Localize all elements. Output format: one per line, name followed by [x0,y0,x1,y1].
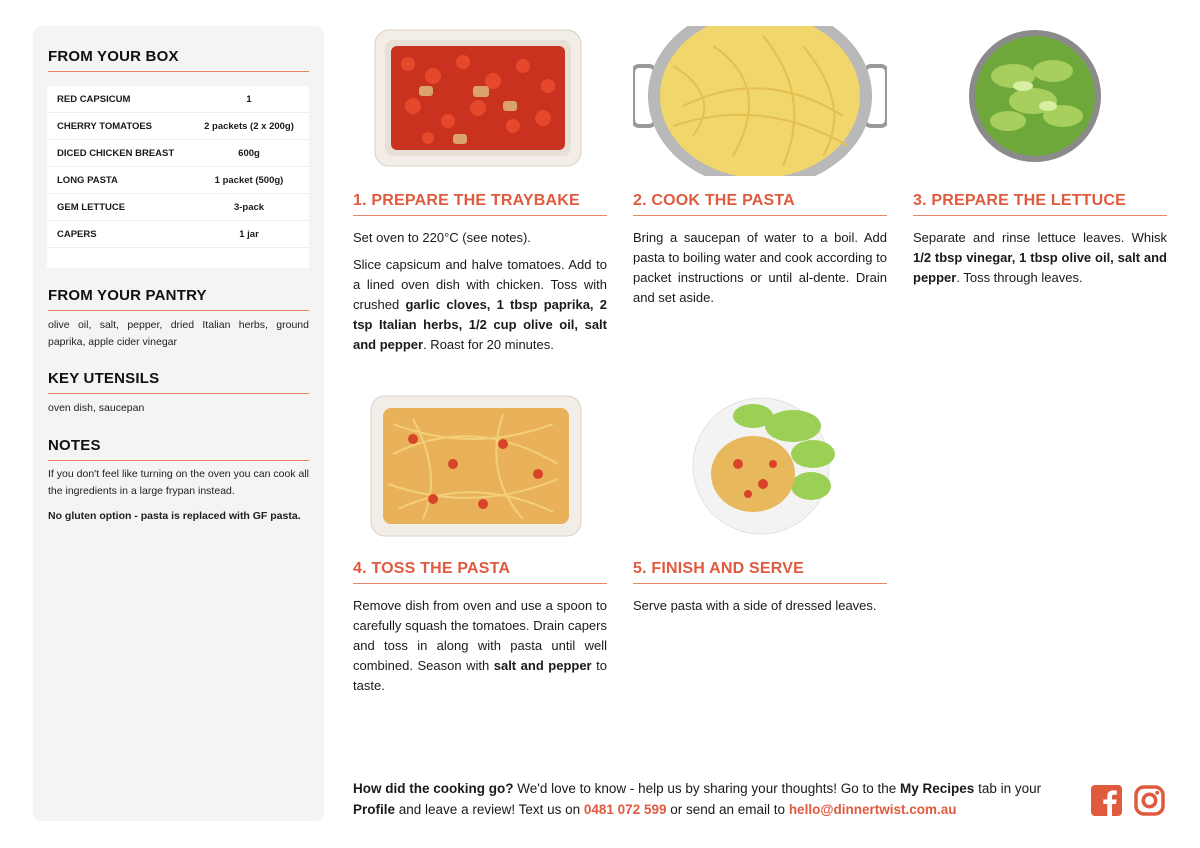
footer-text: We'd love to know - help us by sharing your thoughts! Go to the [513,781,901,796]
step-2-text: Bring a saucepan of water to a boil. Add pasta to boiling water and cook according to packet instructions or until al-dente. Drain and set aside. [633,230,887,305]
ingredients-sidebar [33,26,324,821]
ingredient-name: LONG PASTA [57,174,118,186]
ingredient-name: CHERRY TOMATOES [57,120,153,132]
step-1-title: 1. PREPARE THE TRAYBAKE [353,192,607,216]
ingredient-name: GEM LETTUCE [57,201,126,213]
my-recipes-link[interactable]: My Recipes [900,781,975,796]
pasta-pot-photo [633,26,887,176]
plated-pasta-photo [633,394,887,544]
key-utensils-heading: KEY UTENSILS [48,370,309,394]
ingredient-row [47,140,309,167]
step-1-body [353,228,607,362]
phone-link[interactable]: 0481 072 599 [583,802,667,817]
email-link[interactable]: hello@dinnertwist.com.au [788,802,957,817]
ingredient-qty: 600g [238,147,260,159]
step-2-body [633,228,887,315]
ingredient-qty: 3-pack [233,201,265,213]
notes-gluten-text: No gluten option - pasta is replaced with GF pasta. [48,510,301,522]
step-5 [633,394,887,613]
step-3-title: 3. PREPARE THE LETTUCE [913,192,1167,216]
step-5-body [633,596,887,623]
ingredient-name: DICED CHICKEN BREAST [57,147,175,159]
step-4 [353,394,607,693]
ingredient-row [47,167,309,194]
profile-link[interactable]: Profile [353,802,396,817]
ingredient-name: RED CAPSICUM [57,93,131,105]
from-your-box-heading: FROM YOUR BOX [48,48,309,72]
feedback-footer [353,778,1073,820]
ingredient-qty: 2 packets (2 x 200g) [204,120,294,132]
ingredient-row [47,86,309,113]
step-5-text: Serve pasta with a side of dressed leaves. [633,598,877,613]
instagram-icon[interactable] [1134,785,1165,821]
from-your-pantry-heading: FROM YOUR PANTRY [48,287,309,311]
step-3 [913,26,1167,285]
step-1-text-2: Slice capsicum and halve tomatoes. Add to a lined oven dish with chicken. Toss with crushed garlic cloves, 1 tbsp paprika, 2 tsp Italian herbs, 1/2 cup olive oil, salt and pepper. Roast for 20 minutes. [353,257,607,352]
step-4-title: 4. TOSS THE PASTA [353,560,607,584]
ingredient-row [47,194,309,221]
ingredient-row [47,221,309,248]
step-2 [633,26,887,305]
step-4-body [353,596,607,703]
ingredient-qty: 1 jar [239,228,259,240]
ingredient-qty: 1 packet (500g) [214,174,284,186]
traybake-photo [353,26,607,176]
tossed-pasta-dish-photo [353,394,607,544]
notes-text: If you don't feel like turning on the oven you can cook all the ingredients in a large frypan instead. [48,468,309,497]
step-1 [353,26,607,352]
ingredient-name: CAPERS [57,228,97,240]
ingredients-table [47,86,309,268]
step-2-title: 2. COOK THE PASTA [633,192,887,216]
step-3-body [913,228,1167,295]
step-1-text-1: Set oven to 220°C (see notes). [353,230,531,245]
footer-text: tab in your [974,781,1042,796]
step-3-text: Separate and rinse lettuce leaves. Whisk 1/2 tbsp vinegar, 1 tbsp olive oil, salt and pepper. Toss through leaves. [913,230,1167,285]
ingredient-qty: 1 [246,93,252,105]
step-5-title: 5. FINISH AND SERVE [633,560,887,584]
utensils-text: oven dish, saucepan [48,402,145,414]
facebook-icon[interactable] [1091,785,1122,821]
lettuce-bowl-photo [913,26,1167,176]
footer-text: or send an email to [666,802,789,817]
footer-text: and leave a review! Text us on [395,802,584,817]
ingredient-row [47,113,309,140]
footer-question: How did the cooking go? [353,781,514,796]
step-4-text: Remove dish from oven and use a spoon to carefully squash the tomatoes. Drain capers and toss in along with pasta until well combined. Season with salt and pepper to taste. [353,598,607,693]
pantry-text: olive oil, salt, pepper, dried Italian herbs, ground paprika, apple cider vinegar [48,319,309,348]
notes-heading: NOTES [48,437,309,461]
